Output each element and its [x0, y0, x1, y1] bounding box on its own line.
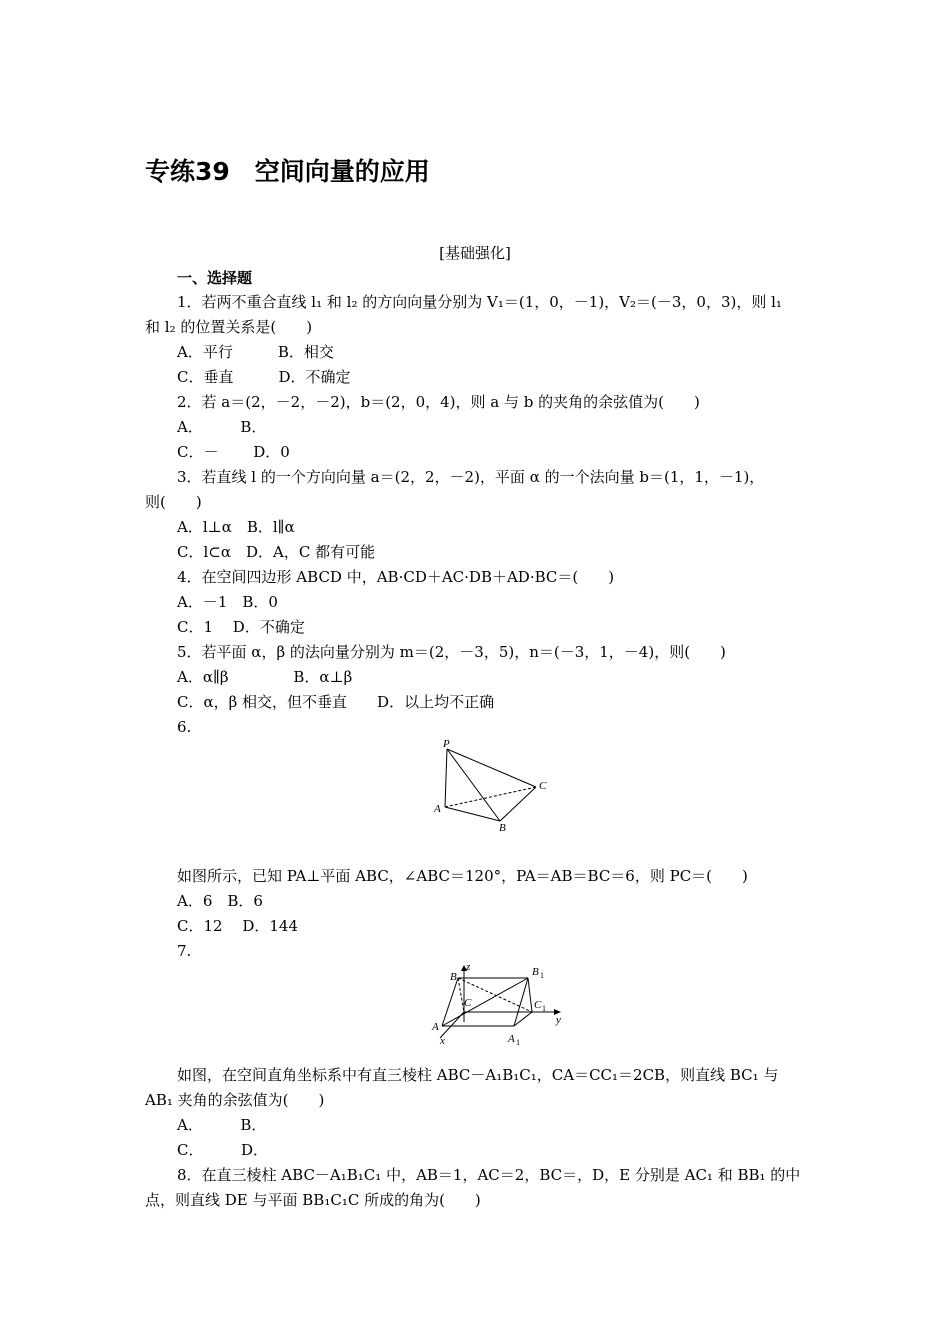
- label-c: C: [539, 780, 547, 792]
- edge-bc: [500, 787, 536, 821]
- text-line-q1a: 1．若两不重合直线 l₁ 和 l₂ 的方向向量分别为 V₁＝(1，0，－1)，V₂＝(－3，0，3)，则 l₁: [177, 293, 782, 311]
- label-a1-sub: 1: [516, 1038, 520, 1047]
- text-line-q6ab: A．6 B．6: [177, 892, 263, 910]
- text-line-q7a: 如图，在空间直角坐标系中有直三棱柱 ABC－A₁B₁C₁，CA＝CC₁＝2CB，则直线 BC₁ 与: [177, 1066, 779, 1084]
- label-c: C: [464, 997, 472, 1009]
- text-line-q3b: 则( ): [145, 493, 202, 511]
- label-b: B: [499, 822, 506, 834]
- text-line-q7b: AB₁ 夹角的余弦值为( ): [145, 1091, 325, 1109]
- text-line-q7ab: A． B．: [177, 1116, 267, 1134]
- text-line-q5ab: A．α∥β B．α⊥β: [177, 668, 353, 686]
- text-line-q3a: 3．若直线 l 的一个方向向量 a＝(2，2，－2)，平面 α 的一个法向量 b＝(1，1，－1)，: [177, 468, 765, 486]
- label-y: y: [556, 1014, 561, 1026]
- label-c1: C: [534, 999, 542, 1011]
- text-line-q2: 2．若 a＝(2，－2，－2)，b＝(2，0，4)，则 a 与 b 的夹角的余弦值为( ): [177, 393, 700, 411]
- text-line-q4cd: C．1 D．不确定: [177, 618, 305, 636]
- text-line-q3cd: C．l⊂α D．A，C 都有可能: [177, 543, 376, 561]
- page-title: 专练39 空间向量的应用: [145, 157, 430, 186]
- text-line-q8b: 点，则直线 DE 与平面 BB₁C₁C 所成的角为( ): [145, 1191, 481, 1209]
- edge-pa: [445, 749, 447, 807]
- label-a1: A: [508, 1033, 515, 1045]
- edge-ac-hidden: [445, 787, 536, 807]
- text-line-q5cd: C．α，β 相交，但不垂直 D．以上均不正确: [177, 693, 495, 711]
- edge-b1c1: [528, 978, 532, 1012]
- text-line-q4ab: A．－1 B．0: [177, 593, 278, 611]
- label-z: z: [466, 961, 471, 973]
- text-line-q3ab: A．l⊥α B．l∥α: [177, 518, 295, 536]
- segment-ab1: [442, 978, 528, 1026]
- text-line-q2cd: C．－ D．0: [177, 443, 290, 461]
- label-a: A: [434, 803, 441, 815]
- text-line-q1ab: A．平行 B．相交: [177, 343, 334, 361]
- label-b: B: [450, 971, 457, 983]
- part-heading: 一、选择题: [177, 269, 253, 287]
- text-line-q2ab: A． B．: [177, 418, 267, 436]
- text-line-q8a: 8．在直三棱柱 ABC－A₁B₁C₁ 中，AB＝1，AC＝2，BC＝，D，E 分别是 AC₁ 和 BB₁ 的中: [177, 1166, 801, 1184]
- text-line-q4: 4．在空间四边形 ABCD 中，AB·CD＋AC·DB＋AD·BC＝( ): [177, 568, 615, 586]
- label-x: x: [440, 1035, 445, 1047]
- figure-7-prism: [428, 960, 568, 1048]
- text-line-q6cd: C．12 D．144: [177, 917, 298, 935]
- text-line-q5: 5．若平面 α，β 的法向量分别为 m＝(2，－3，5)，n＝(－3，1，－4)，则( ): [177, 643, 726, 661]
- text-line-q1b: 和 l₂ 的位置关系是( ): [145, 318, 313, 336]
- edge-pc: [447, 749, 536, 787]
- text-line-q6: 如图所示，已知 PA⊥平面 ABC，∠ABC＝120°，PA＝AB＝BC＝6，则 PC＝( ): [177, 867, 748, 885]
- text-line-q6num: 6.: [177, 718, 192, 736]
- text-line-q7num: 7.: [177, 942, 192, 960]
- label-c1-sub: 1: [542, 1004, 546, 1013]
- label-b1-sub: 1: [540, 971, 544, 980]
- section-label: [基础强化]: [439, 244, 511, 262]
- edge-a1c1: [514, 1012, 532, 1026]
- label-p: P: [443, 738, 450, 750]
- label-b1: B: [532, 966, 539, 978]
- label-a: A: [432, 1021, 439, 1033]
- figure-6-tetrahedron: [430, 735, 560, 835]
- text-line-q7cd: C． D．: [177, 1141, 269, 1159]
- text-line-q1cd: C．垂直 D．不确定: [177, 368, 351, 386]
